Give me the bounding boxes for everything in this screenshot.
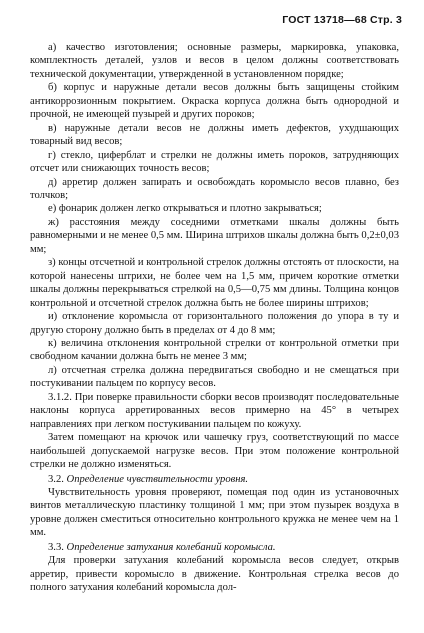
paragraph-a: а) качество изготовления; основные размеры, маркировка, упаковка, комплектность деталей, узлов и весов в целом должны соответствовать технической документации, утвержденной в установленном порядке; [30, 42, 399, 80]
paragraph-k: к) величина отклонения контрольной стрелки от контрольной отметки при свободном качании должна быть не менее 3 мм; [30, 337, 399, 363]
section-3-3-number: 3.3. [48, 541, 64, 553]
section-3-2-heading [30, 473, 399, 486]
paragraph-e: е) фонарик должен легко открываться и плотно закрываться; [48, 203, 322, 215]
section-3-3-title: Определение затухания колебаний коромысла. [66, 541, 276, 553]
paragraph-g: г) стекло, циферблат и стрелки не должны иметь пороков, затрудняющих отсчет или снижающих точность весов; [30, 149, 399, 175]
body-text [30, 41, 399, 595]
paragraph-3-1-2: 3.1.2. При поверке правильности сборки весов производят последовательные наклоны корпуса арретированных весов примерно на 45° в четырех направлениях при легком постукивании пальцем по кожуху. [30, 391, 399, 430]
page-header: ГОСТ 13718—68 Стр. 3 [282, 14, 402, 26]
section-3-2-number: 3.2. [48, 473, 64, 485]
paragraph-i: и) отклонение коромысла от горизонтального положения до упора в ту и другую сторону должно быть в пределах от 4 до 8 мм; [30, 311, 399, 336]
section-3-3-heading [30, 541, 399, 554]
paragraph-3-1-2-cont: Затем помещают на крючок или чашечку груз, соответствующий по массе наибольшей допускаемой нагрузке весов. При этом положение контрольной стрелки не должно изменяться. [30, 432, 399, 471]
section-3-2-title: Определение чувствительности уровня. [66, 473, 249, 485]
section-3-2-text: Чувствительность уровня проверяют, помещая под один из установочных винтов металлическую пластинку толщиной 1 мм; при этом пузырек воздуха в уровне должен сместиться относительно контрольного кружка не менее чем на 1 мм. [30, 486, 399, 539]
paragraph-zh: ж) расстояния между соседними отметками шкалы должны быть равномерными и не менее 0,5 мм. Ширина штрихов шкалы должна быть 0,2±0,03 мм; [30, 216, 399, 255]
paragraph-z: з) концы отсчетной и контрольной стрелок должны отстоять от плоскости, на которой нанесены штрихи, не более чем на 1,5 мм, причем короткие отметки шкалы должны перекрываться стрелкой на 0,5—0,75 мм длины. Толщина концов контрольной и отсчетной стрелок должна быть не более ширины штрихов; [30, 257, 399, 309]
section-3-3-text: Для проверки затухания колебаний коромысла весов следует, открыв арретир, привести коромысло в движение. Контрольная стрелка весов до полного затухания колебаний коромысла дол- [30, 555, 399, 594]
paragraph-b: б) корпус и наружные детали весов должны быть защищены стойким антикоррозионным покрытием. Окраска корпуса должна быть однородной и прочной, не имеющей пузырей и других пороков; [30, 82, 399, 121]
paragraph-d: д) арретир должен запирать и освобождать коромысло весов плавно, без толчков; [30, 176, 399, 201]
paragraph-v: в) наружные детали весов не должны иметь дефектов, ухудшающих товарный вид весов; [30, 122, 399, 148]
paragraph-l: л) отсчетная стрелка должна передвигаться свободно и не смещаться при постукивании пальцем по корпусу весов. [30, 364, 399, 390]
